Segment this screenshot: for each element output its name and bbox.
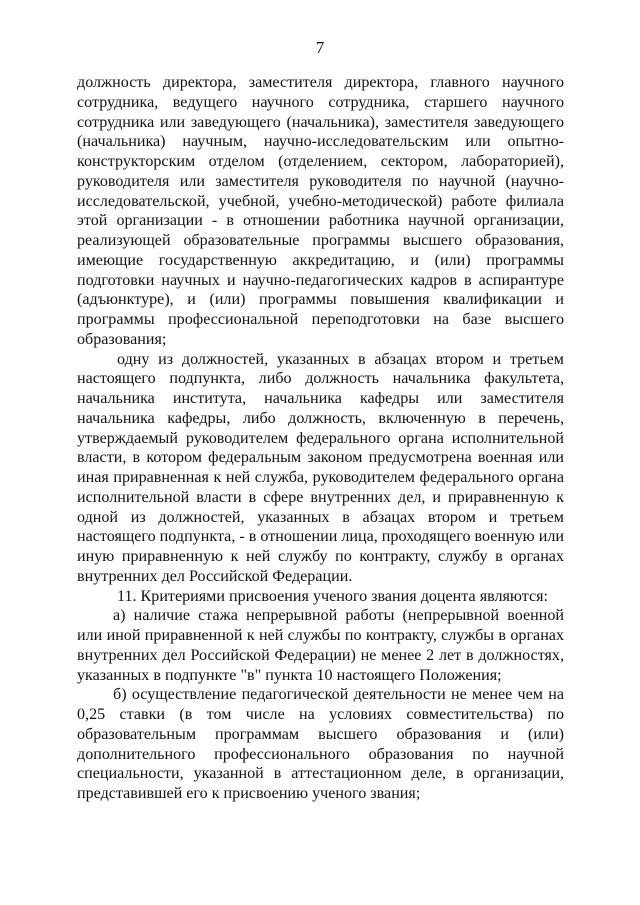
paragraph-criterion-a: а) наличие стажа непрерывной работы (непрерывной военной или иной приравненной к ней службы по контракту, службы в органах внутренних дел Российской Федерации) не менее 2 лет в должностях, указанных в подпункте "в" пункта 10 настоящего Положения;: [77, 607, 564, 684]
paragraph-alternative-positions: одну из должностей, указанных в абзацах втором и третьем настоящего подпункта, либо должность начальника факультета, начальника института, начальника кафедры или заместителя начальника кафедры, либо должность, включенную в перечень, утверждаемый руководителем федерального органа исполнительной власти, в котором федеральным законом предусмотрена военная или иная приравненная к ней служба, руководителем федерального органа исполнительной власти в сфере внутренних дел, и приравненную к одной из должностей, указанных в абзацах втором и третьем настоящего подпункта, - в отношении лица, проходящего военную или иную приравненную к ней службу по контракту, службу в органах внутренних дел Российской Федерации.: [77, 350, 564, 585]
document-body: [77, 73, 564, 804]
paragraph-positions-list: должность директора, заместителя директора, главного научного сотрудника, ведущего научного сотрудника, старшего научного сотрудника или заведующего (начальника), заместителя заведующего (начальника) научным, научно-исследовательским или опытно-конструкторским отделом (отделением, сектором, лабораторией), руководителя или заместителя руководителя по научной (научно-исследовательской, учебной, учебно-методической) работе филиала этой организации - в отношении работника научной организации, реализующей образовательные программы высшего образования, имеющие государственную аккредитацию, и (или) программы подготовки научных и научно-педагогических кадров в аспирантуре (адъюнктуре), и (или) программы повышения квалификации и программы профессиональной переподготовки на базе высшего образования;: [77, 74, 564, 348]
paragraph-item-11-heading: 11. Критериями присвоения ученого звания доцента являются:: [117, 587, 548, 605]
page-number: 7: [315, 38, 325, 57]
paragraph-criterion-b: б) осуществление педагогической деятельности не менее чем на 0,25 ставки (в том числе на условиях совместительства) по образовательным программам высшего образования и (или) дополнительного профессионального образования по научной специальности, указанной в аттестационном деле, в организации, представившей его к присвоению ученого звания;: [77, 686, 564, 802]
